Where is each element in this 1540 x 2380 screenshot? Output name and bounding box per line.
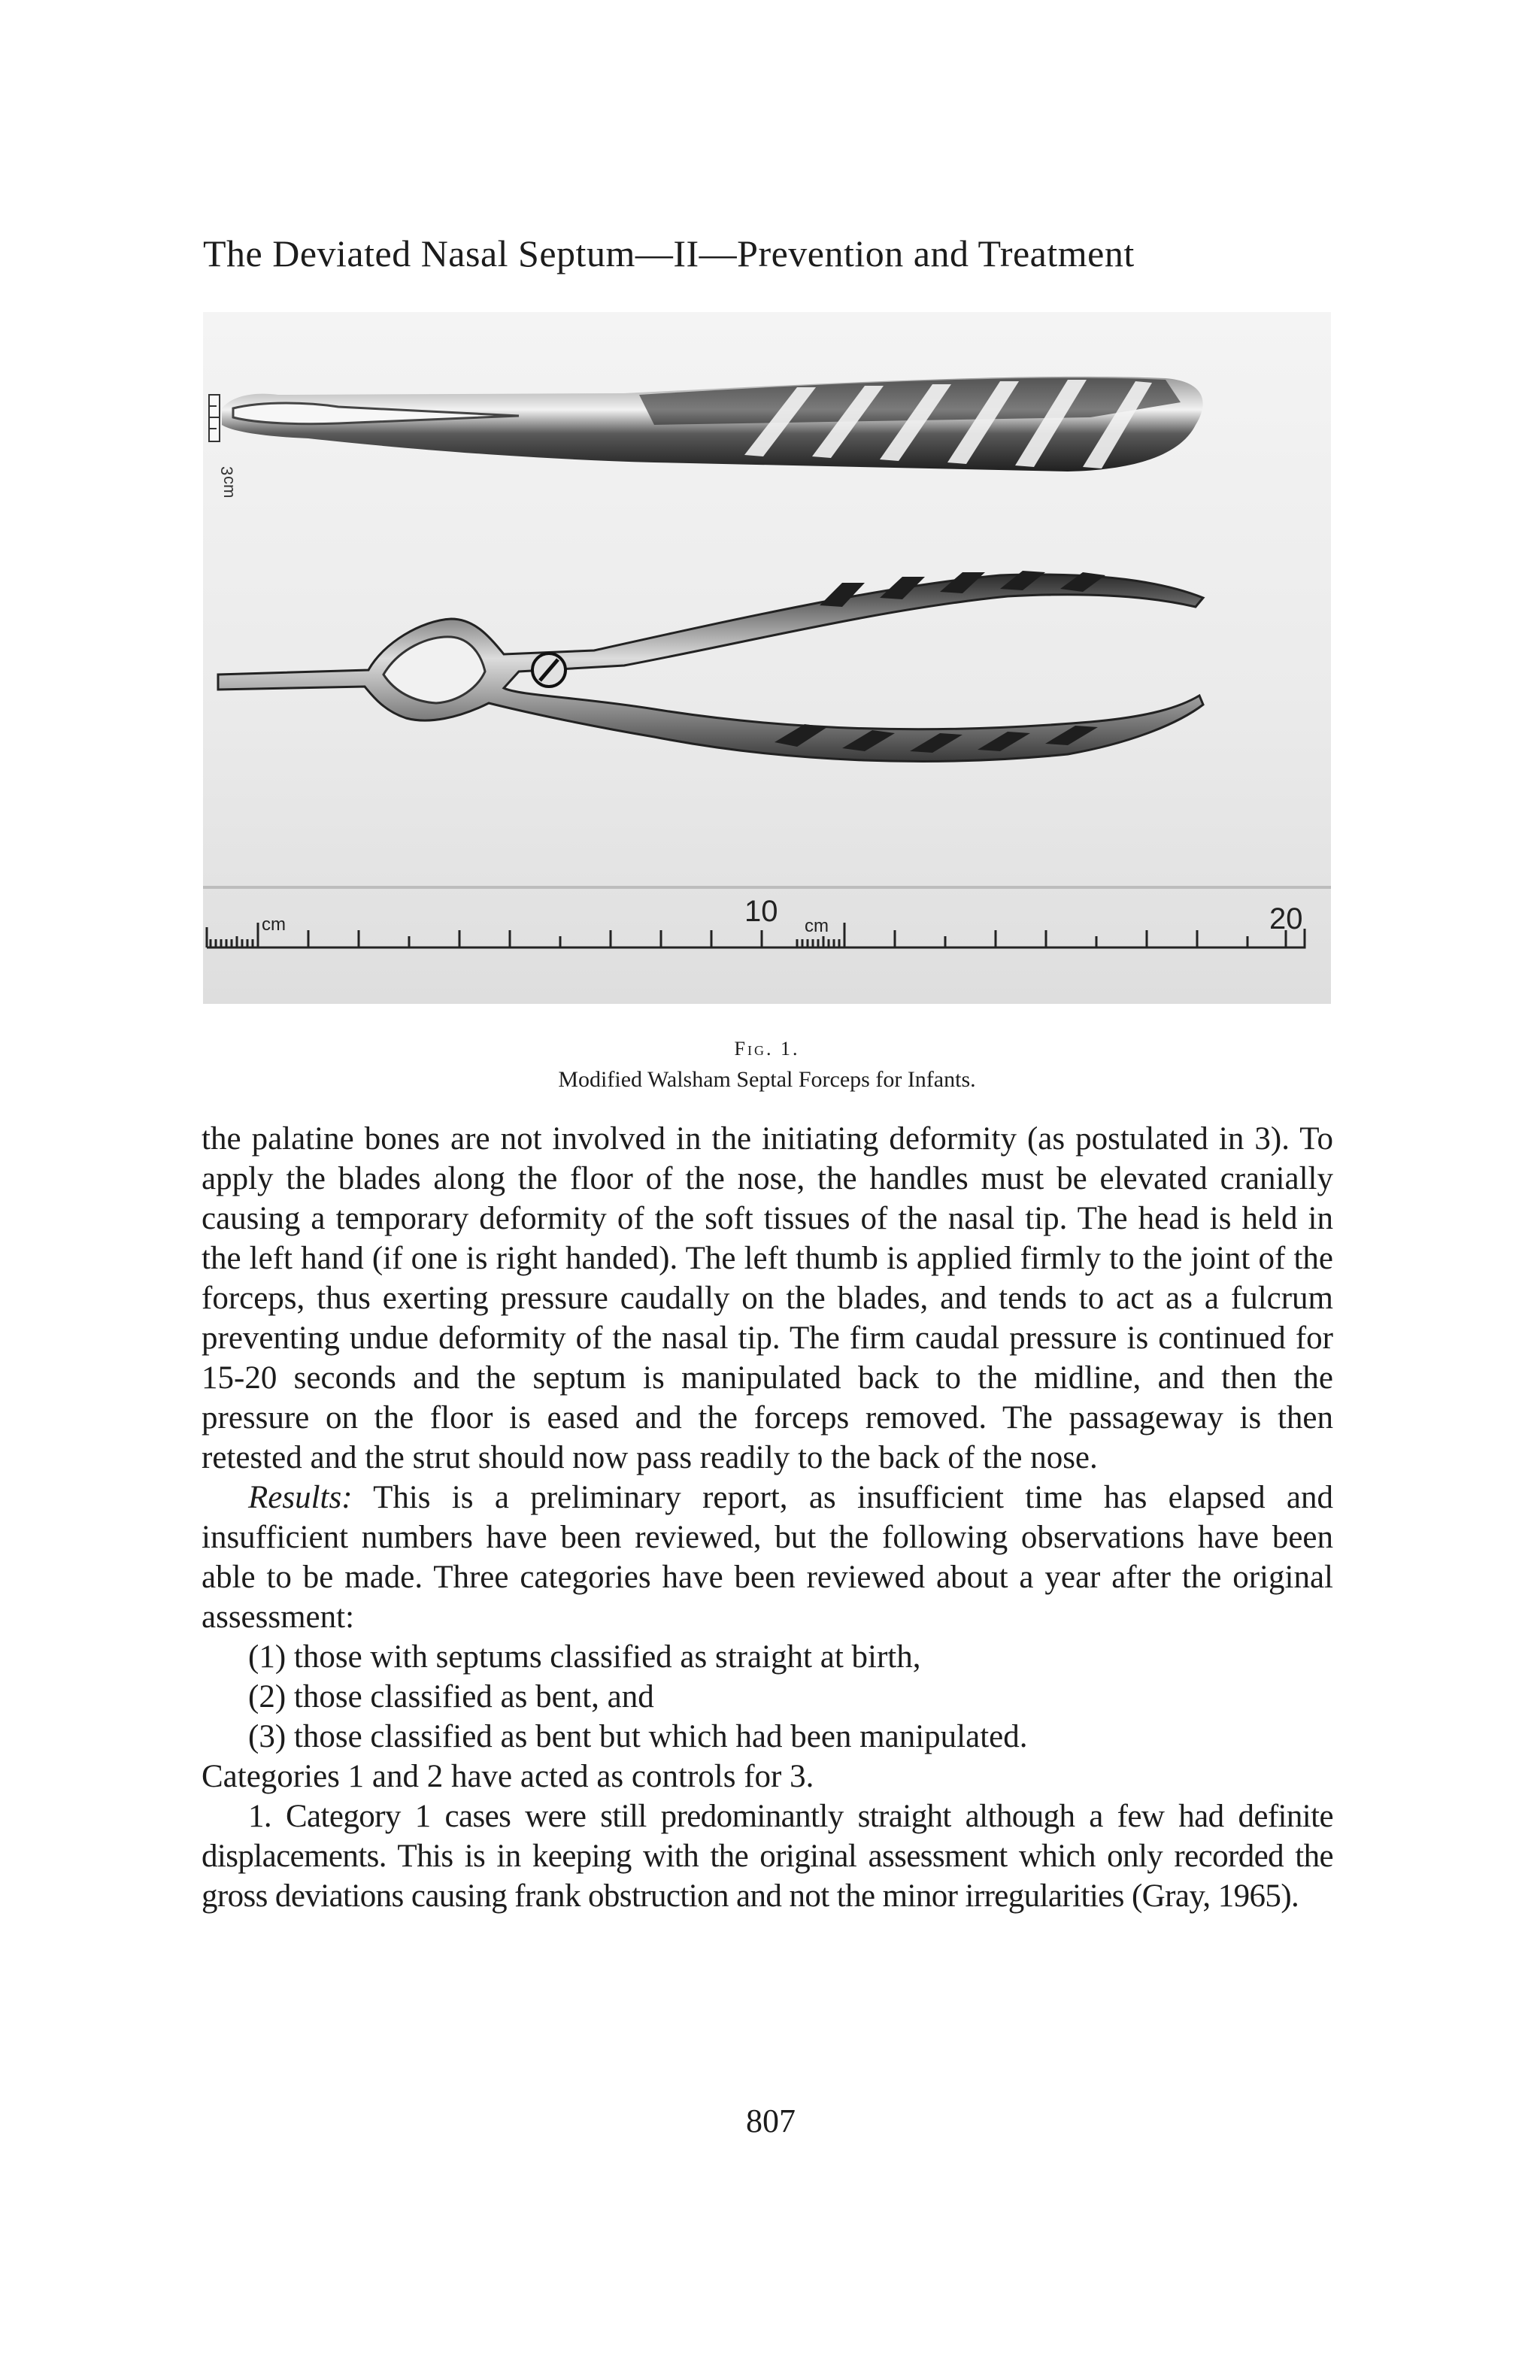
ruler-mark-10: 10 xyxy=(744,895,778,928)
figure-caption: Modified Walsham Septal Forceps for Infants. xyxy=(558,1067,976,1092)
running-head: The Deviated Nasal Septum—II—Prevention and Treatment xyxy=(203,232,1135,274)
ruler-unit-center: cm xyxy=(805,916,829,936)
page-number: 807 xyxy=(746,2103,796,2139)
body-text xyxy=(202,1119,1333,1916)
small-scale-value: 3 xyxy=(217,466,236,476)
ruler-mark-20: 20 xyxy=(1269,902,1303,935)
paragraph-controls: Categories 1 and 2 have acted as controls for 3. xyxy=(202,1759,814,1794)
list-item: (1) those with septums classified as straight at birth, xyxy=(248,1639,921,1675)
figure-label: Fig. 1. xyxy=(734,1038,800,1060)
results-heading: Results: xyxy=(248,1480,353,1515)
ruler-unit-left: cm xyxy=(262,914,286,935)
figure-caption-block xyxy=(203,1036,1331,1095)
paragraph-procedure: the palatine bones are not involved in the initiating deformity (as postulated in 3). To apply the blades along the floor of the nose, the handles must be elevated cranially causing a temporary deformity of the soft tissues of the nasal tip. The head is held in the left hand (if one is right handed). The left thumb is applied firmly to the joint of the forceps, thus exerting pressure caudally on the blades, and tends to act as a fulcrum preventing undue deformity of the nasal tip. The firm caudal pressure is continued for 15-20 seconds and the septum is manipulated back to the midline, and then the pressure on the floor is eased and the forceps removed. The passageway is then retested and the strut should now pass readily to the back of the nose. xyxy=(202,1121,1333,1475)
small-scale-unit: cm xyxy=(220,476,239,499)
paragraph-category-1: 1. Category 1 cases were still predominantly straight although a few had definite displacements. This is in keeping with the original assessment which only recorded the gross deviations causing frank obstruction and not the minor irregularities (Gray, 1965). xyxy=(202,1799,1333,1914)
list-item: (2) those classified as bent, and xyxy=(248,1679,654,1715)
results-text: This is a preliminary report, as insufficient time has elapsed and insufficient numbers have been reviewed, but the following observations have been able to be made. Three categories have been reviewed about a year after the original assessment: xyxy=(202,1480,1333,1635)
figure-photograph xyxy=(203,312,1331,1004)
paragraph-results xyxy=(202,1478,1333,1637)
list-item: (3) those classified as bent but which had been manipulated. xyxy=(248,1719,1028,1754)
